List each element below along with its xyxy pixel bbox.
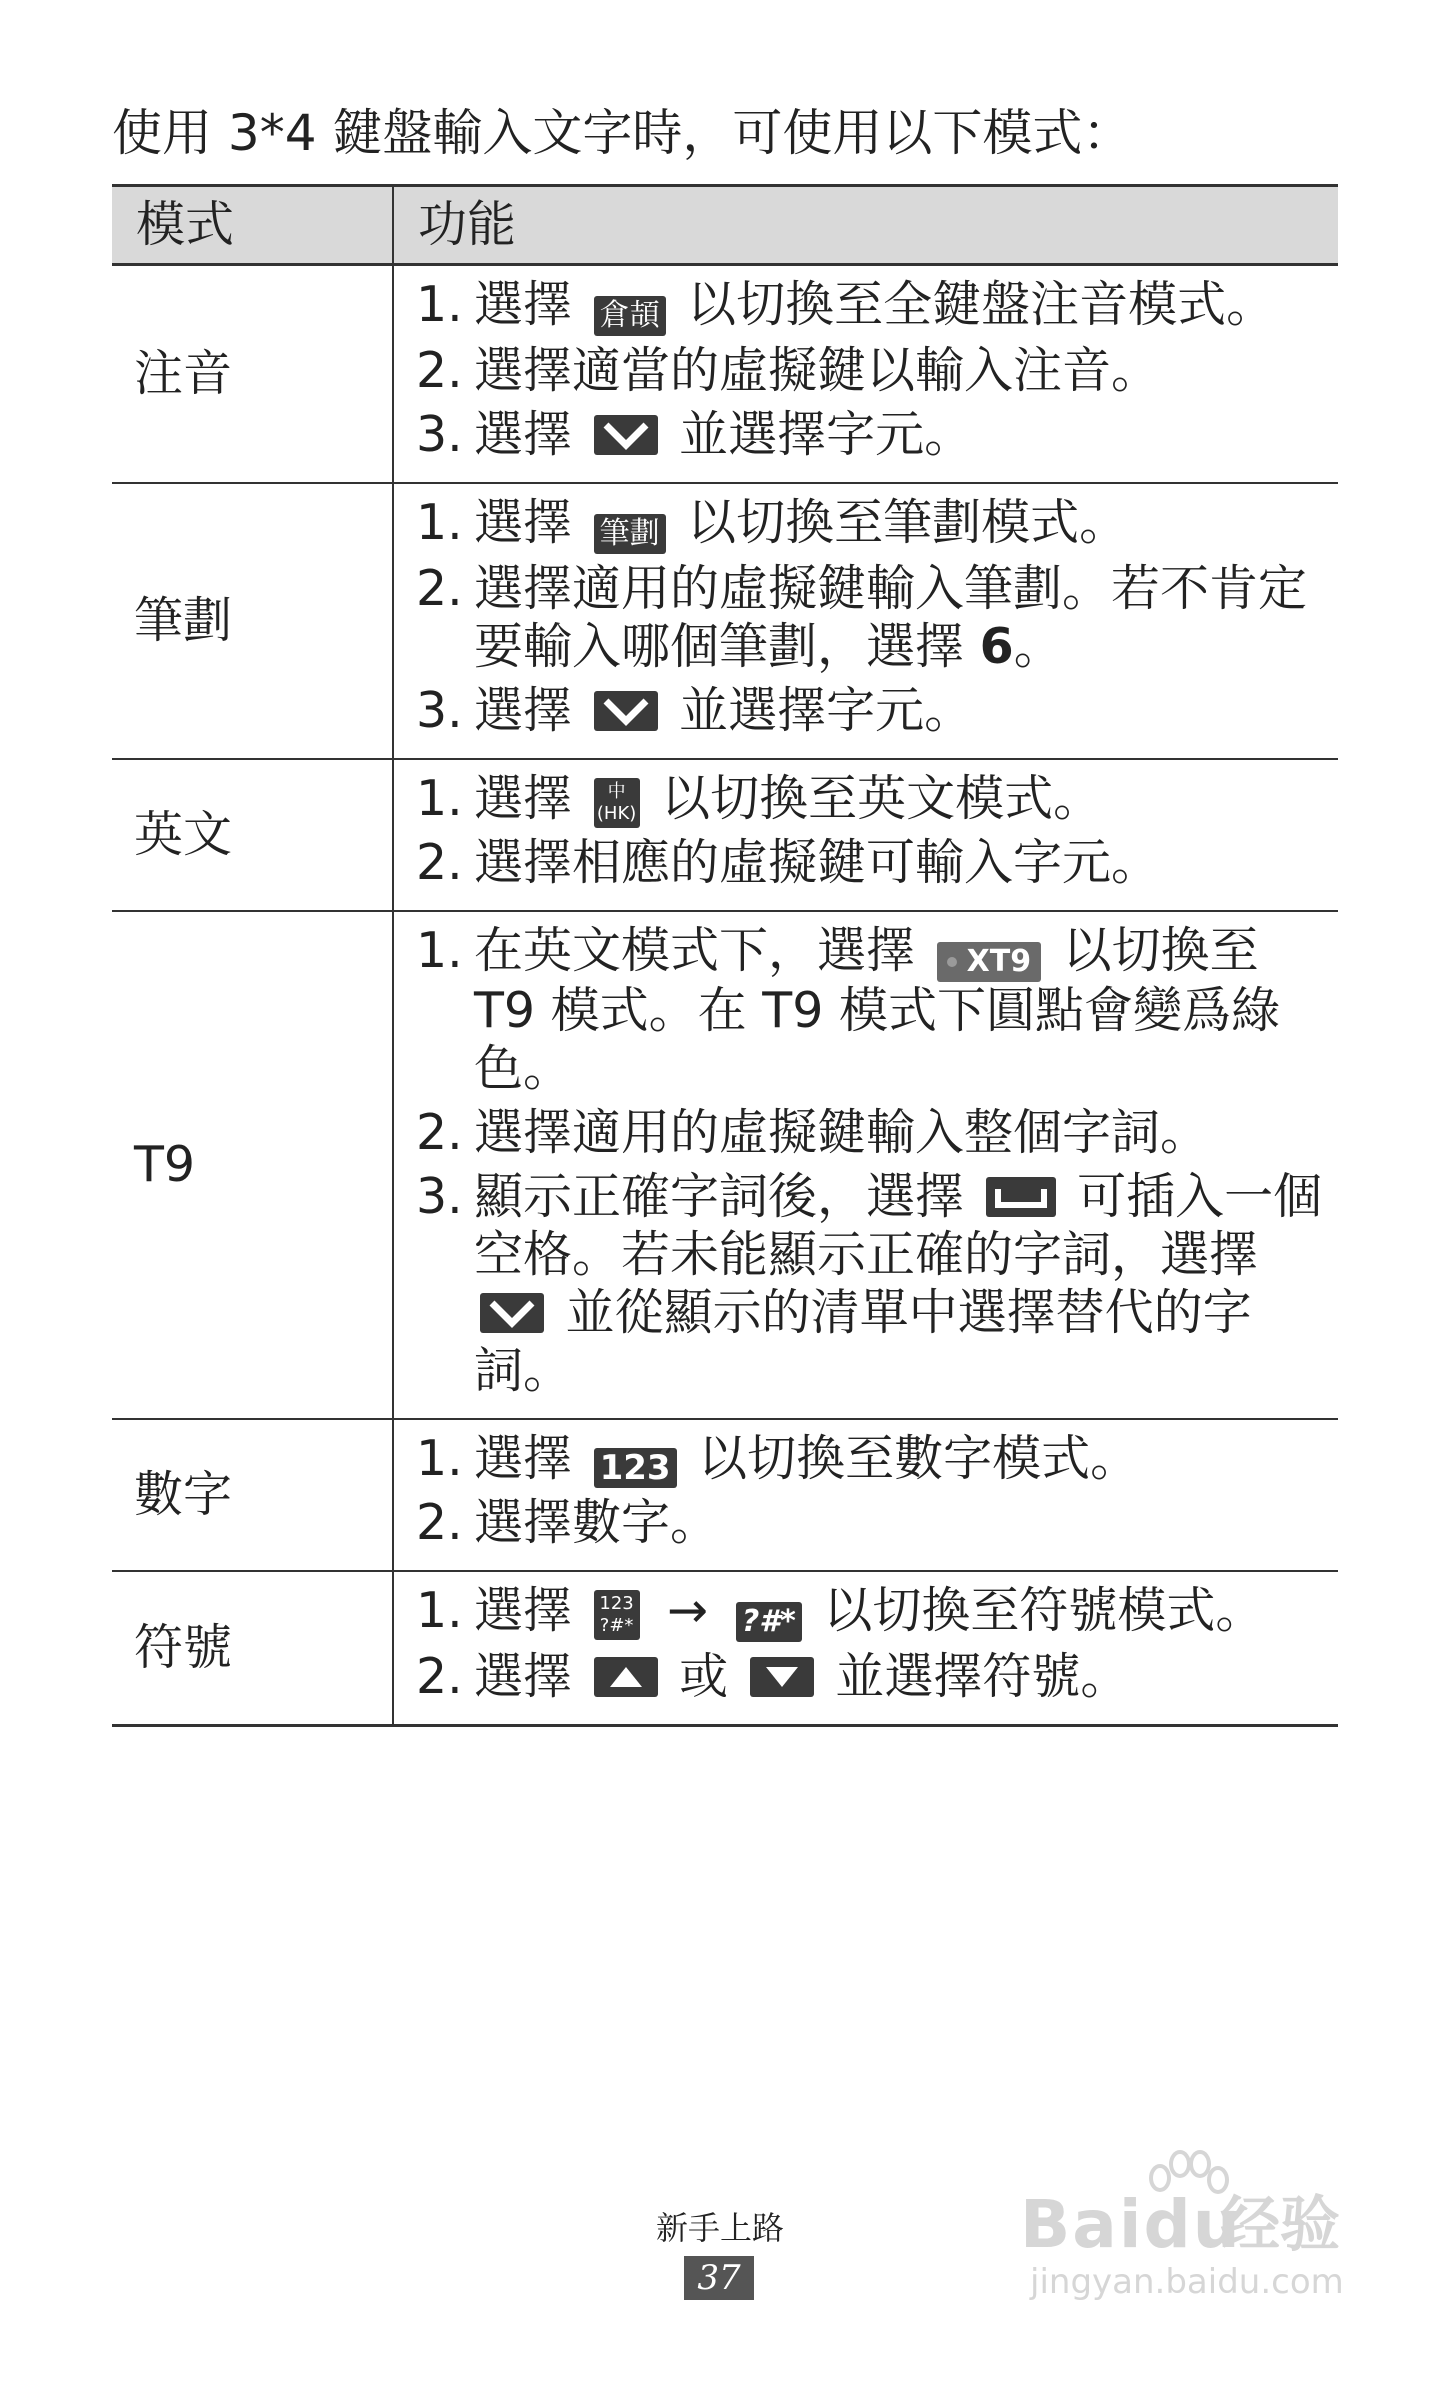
step-number: 2. [416,1648,463,1705]
step-item [416,770,1328,828]
step-text: 顯示正確字詞後，選擇 [474,1168,965,1225]
chevron-down-icon [594,415,658,455]
xt9-key-icon [937,942,1041,982]
mode-steps [393,265,1338,484]
mode-steps [393,1571,1338,1726]
step-text: 選擇 [474,406,573,463]
step-text: 以切換至英文模式。 [661,770,1103,827]
step-number: 1. [416,494,463,551]
key-label: XT9 [966,944,1032,979]
section-title: 新手上路 [655,2209,784,2247]
step-number: 2. [416,834,463,891]
step-bold-text: 6 [979,618,1014,675]
header-function: 功能 [393,186,1338,265]
mode-name: 數字 [112,1419,393,1571]
key-top-label: 中 [607,781,626,802]
triangle-up-icon [594,1657,658,1697]
table-header-row [112,186,1338,265]
step-text: 可插入一個空格。若未能顯示正確的字詞，選擇 [474,1168,1323,1283]
input-modes-table [112,184,1338,1727]
mode-steps [393,483,1338,759]
step-number: 1. [416,1582,463,1639]
mode-name: 符號 [112,1571,393,1726]
intro-text: 使用 3*4 鍵盤輸入文字時，可使用以下模式： [112,104,1133,162]
step-text: 選擇適用的虛擬鍵輸入整個字詞。 [474,1104,1210,1161]
step-number: 2. [416,560,463,617]
table-row [112,483,1338,759]
table-row [112,911,1338,1419]
step-number: 2. [416,1494,463,1551]
step-text: 在英文模式下，選擇 [474,922,916,979]
mode-steps [393,759,1338,911]
symbol-key-icon: ?#* [736,1602,802,1642]
cangjie-key-icon: 倉頡 [594,296,666,336]
mode-name: 筆劃 [112,483,393,759]
watermark [1020,2150,1400,2310]
step-number: 3. [416,406,463,463]
step-item [416,922,1328,1098]
step-text: 。 [1013,618,1063,675]
step-number: 2. [416,342,463,399]
mode-steps [393,911,1338,1419]
step-text: 選擇 [474,494,573,551]
step-text: 或 [679,1648,729,1705]
chevron-down-icon [480,1293,544,1333]
step-text: 選擇 [474,770,573,827]
status-dot-icon [947,957,957,967]
step-text: 以切換至筆劃模式。 [687,494,1129,551]
step-number: 3. [416,682,463,739]
step-text: 以切換至符號模式。 [823,1582,1265,1639]
step-item [416,1648,1328,1706]
header-mode: 模式 [112,186,393,265]
step-text: 並選擇字元。 [679,682,974,739]
watermark-brand-cn: 经验 [1220,2190,1340,2260]
step-text: 並選擇字元。 [679,406,974,463]
step-text: 以切換至數字模式。 [698,1430,1140,1487]
chevron-down-icon [594,691,658,731]
step-number: 2. [416,1104,463,1161]
step-number: 1. [416,922,463,979]
step-number: 3. [416,1168,463,1225]
key-bottom-label: (HK) [596,803,637,824]
stroke-key-icon: 筆劃 [594,514,666,554]
arrow-right-icon: → [667,1582,709,1639]
step-number: 1. [416,770,463,827]
step-item [416,406,1328,464]
step-text: 選擇適當的虛擬鍵以輸入注音。 [474,342,1161,399]
step-text: 選擇 [474,682,573,739]
mode-steps [393,1419,1338,1571]
table-row [112,1419,1338,1571]
numeric-key-icon: 123 [594,1448,677,1488]
chinese-hk-key-icon [594,778,640,828]
step-text: 選擇 [474,1430,573,1487]
step-number: 1. [416,276,463,333]
step-text: 選擇 [474,1648,573,1705]
watermark-site: jingyan.baidu.com [1030,2262,1344,2302]
step-text: 並選擇符號。 [835,1648,1130,1705]
step-text: 選擇 [474,276,573,333]
step-item [416,682,1328,740]
key-top-label: 123 [599,1593,634,1614]
step-item [416,560,1328,676]
step-item [416,1104,1328,1162]
table-row [112,759,1338,911]
num-sym-key-icon [594,1590,640,1640]
page-number: 37 [684,2256,754,2300]
table-row [112,1571,1338,1726]
mode-name: 注音 [112,265,393,484]
step-text: 以切換至全鍵盤注音模式。 [687,276,1276,333]
step-item [416,1168,1328,1400]
mode-name: T9 [112,911,393,1419]
step-item [416,834,1328,892]
step-item [416,1430,1328,1488]
step-item [416,276,1328,336]
step-item [416,494,1328,554]
step-text: 以切換至 T9 模式。在 T9 模式下圓點會變爲綠色。 [474,922,1280,1097]
step-number: 1. [416,1430,463,1487]
table-row [112,265,1338,484]
step-item [416,1494,1328,1552]
space-key-icon [986,1177,1056,1217]
step-text: 選擇適用的虛擬鍵輸入筆劃。若不肯定要輸入哪個筆劃，選擇 [474,560,1308,675]
triangle-down-icon [750,1657,814,1697]
step-text: 選擇 [474,1582,573,1639]
key-bottom-label: ?#* [599,1615,634,1636]
watermark-brand: Baidu [1020,2186,1242,2263]
step-text: 選擇相應的虛擬鍵可輸入字元。 [474,834,1161,891]
step-text: 選擇數字。 [474,1494,720,1551]
step-text: 並從顯示的清單中選擇替代的字詞。 [474,1284,1252,1399]
step-item [416,1582,1328,1642]
step-item [416,342,1328,400]
mode-name: 英文 [112,759,393,911]
